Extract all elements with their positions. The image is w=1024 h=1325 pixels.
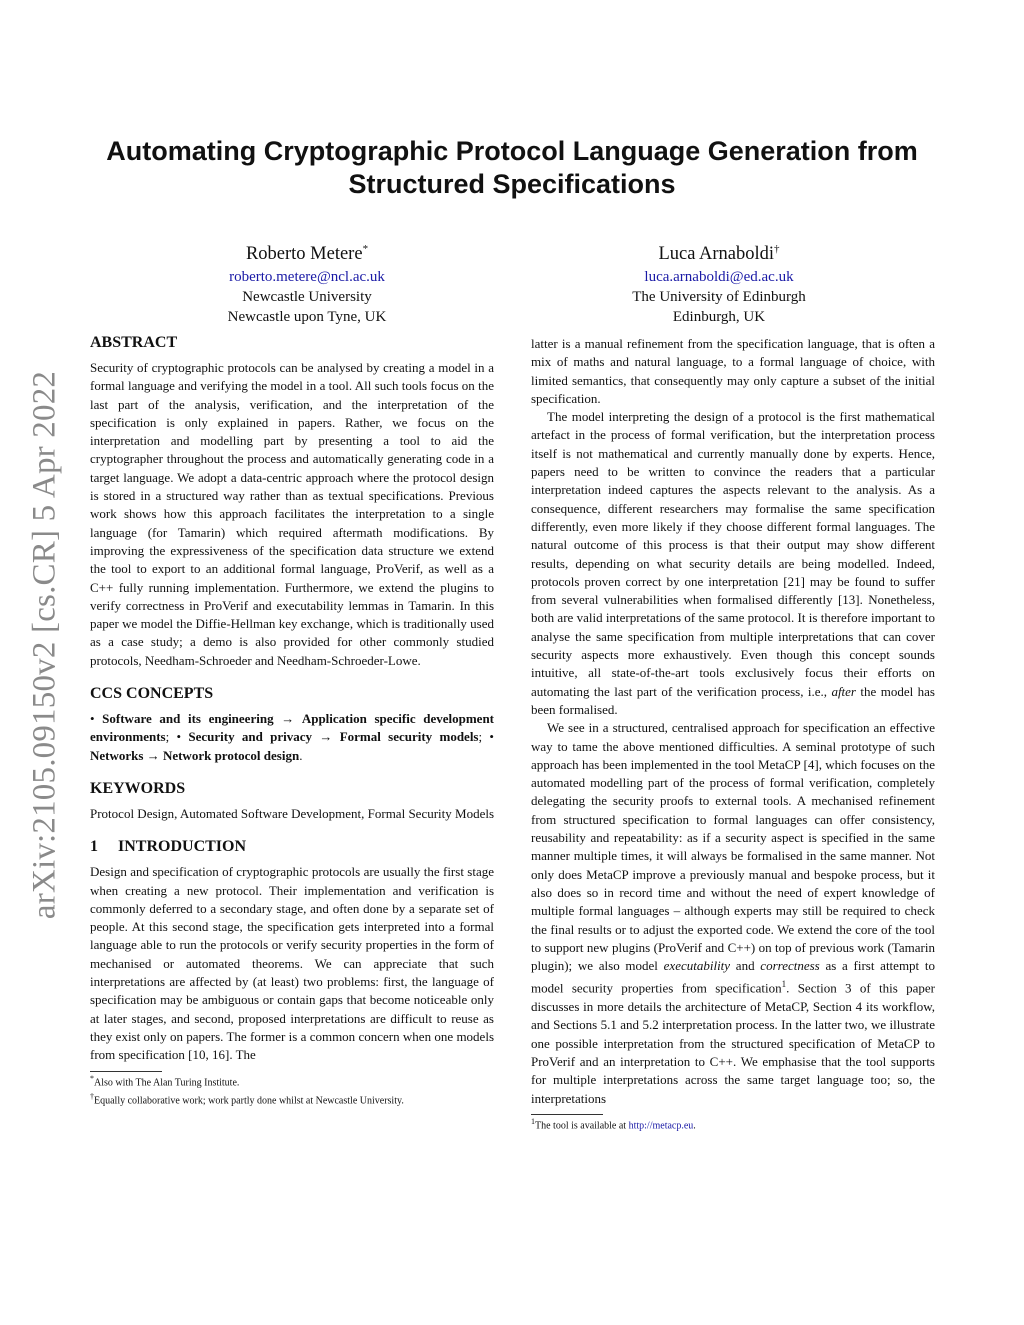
title-line-1: Automating Cryptographic Protocol Language Generation from <box>106 136 918 166</box>
author-block-2 <box>569 236 869 327</box>
author-location-1: Newcastle upon Tyne, UK <box>227 309 387 326</box>
author-block-1 <box>157 236 457 327</box>
right-paragraph-2: The model interpreting the design of a protocol is the first mathematical artefact in the process of formal verification, but the interpretation process itself is not mathematical and currently manually done by experts. Hence, papers need to be written to convince the readers that a particular interpretation indeed captures the aspects relevant to the analysis. As a consequence, different researchers may formalise the same specification differently, even more likely if they choose different formal languages. The natural outcome of this process is that their output may show different results, depending on what security details are being modelled. Indeed, protocols proven correct by one interpretation [21] may be found to suffer from several vulnerabilities when formalised differently [13]. Nonetheless, both are valid interpretations of the same protocol. It is therefore important to analyse the same specification from multiple interpretations that can cover security aspects more exhaustively. Even though this concept sounds intuitive, all state-of-the-art tools exclusively focus their efforts on automating the last part of the verification process, i.e., after the model has been formalised. <box>531 409 935 717</box>
author-email-1[interactable]: roberto.metere@ncl.ac.uk <box>229 269 385 286</box>
footnote-tool: $^1$The tool is available at http://metacp.eu. <box>531 1116 696 1132</box>
keywords-heading: KEYWORDS <box>90 779 186 797</box>
intro-paragraph: Design and specification of cryptographic protocols are usually the first stage when creating a new protocol. Their implementation and verification is commonly deferred to a secondary stage, and often done by a separate set of people. At this second stage, the specification gets interpreted into a formal language able to run the protocols or verify security properties in the form of mechanised or automated theorems. We can appreciate that such interpretations are affected by (at least) two problems: first, the language of specification may be ambiguous or contain gaps that become noticeable only at later stages, and second, proposed interpretations are difficult to reuse as they exist only on papers. The former is a common concern when one models from specification [10, 16]. The <box>90 864 494 1063</box>
author-email-2[interactable]: luca.arnaboldi@ed.ac.uk <box>644 269 794 286</box>
author-affiliation-2: The University of Edinburgh <box>632 289 806 306</box>
keywords-text: Protocol Design, Automated Software Development, Formal Security Models <box>90 805 495 821</box>
footnotes-left <box>90 1072 494 1109</box>
paper-title <box>70 135 954 201</box>
author-name-2: Luca Arnaboldi† <box>658 243 780 265</box>
author-location-2: Edinburgh, UK <box>672 309 766 326</box>
right-column <box>531 335 935 1133</box>
arxiv-identifier-text: arXiv:2105.09150v2 [cs.CR] 5 Apr 2022 <box>26 370 63 920</box>
ccs-concepts: • Software and its engineering → Application specific development environments; • Security and privacy → Formal security models; • Networks → Network protocol design. <box>90 711 495 763</box>
arxiv-identifier <box>20 360 70 930</box>
author-name-1: Roberto Metere* <box>245 243 369 265</box>
footnotes-right <box>531 1115 935 1133</box>
abstract-text: Security of cryptographic protocols can be analysed by creating a model in a formal language and verifying the model in a tool. All such tools focus on the last part of the analysis, verification, and the interpretation of the specification is only explained in papers. Rather, we focus on the interpretation and modelling part by presenting a tool to aid the cryptographer throughout the process and automatically generating code in a target language. We adopt a data-centric approach where the protocol design is stored in a structured way rather than as textual specifications. Previous work shows how this approach facilitates the interpretation to a single language (for Tamarin) which required aftermath modifications. By improving the expressiveness of the specification data structure we extend the tool to export to an additional formal language, ProVerif, as well as a C++ fully running implementation. Furthermore, we extend the plugins to verify correctness in ProVerif and executability lemmas in Tamarin. In this paper we model the Diffie-Hellman key exchange, which is traditionally used as a case study; a demo is also provided for other commonly studied protocols, Needham-Schroeder and Needham-Schroeder-Lowe. <box>90 360 494 668</box>
footnote-2: †Equally collaborative work; work partly done whilst at Newcastle University. <box>90 1091 404 1107</box>
author-affiliation-1: Newcastle University <box>242 289 372 306</box>
footnote-1: *Also with The Alan Turing Institute. <box>90 1073 240 1088</box>
left-column <box>90 333 494 1108</box>
abstract-heading: ABSTRACT <box>90 334 178 351</box>
right-paragraph-3: We see in a structured, centralised approach for specification an effective way to tame the above mentioned difficulties. A seminal prototype of such approach has been implemented in the tool MetaCP [4], which focuses on the automated modelling part of the process of formal verification, completely delegating the security proofs to external tools. A mechanised refinement from structured specification to formal languages can offer consistency, reusability and repeatability: as if a security aspect is specified in the same manner multiple times, it will always be formalised in the same manner. Not only does MetaCP improve a previously manual and bespoke process, but it also does so in record time and without the need of expert knowledge of multiple formal languages – although experts may still be required to check the final results or to adjust the exported code. We extend the core of the tool to support new plugins (ProVerif and C++) on top of previous work (Tamarin plugin); we also model executability and correctness as a first attempt to model security properties from specification$^1$. Section 3 of this paper discusses in more details the architecture of MetaCP, Section 4 its workflow, and Sections 5.1 and 5.2 interpretation process. In the latter two, we illustrate one possible interpretation from the structured specification of MetaCP to ProVerif and an interpretation to C++. We emphasise that the tool supports for multiple interpretations across the same target language too; so, the interpretations <box>531 720 935 1106</box>
ccs-heading: CCS CONCEPTS <box>90 685 214 703</box>
metacp-link[interactable]: http://metacp.eu <box>628 1120 694 1132</box>
right-paragraph-1: latter is a manual refinement from the specification language, that is often a mix of maths and natural language, to a formal language of choice, with limited semantics, that consequently may only capture a subset of the initial specification. <box>531 336 935 406</box>
title-line-2: Structured Specifications <box>348 169 676 199</box>
intro-heading: 1 INTRODUCTION <box>90 838 247 856</box>
